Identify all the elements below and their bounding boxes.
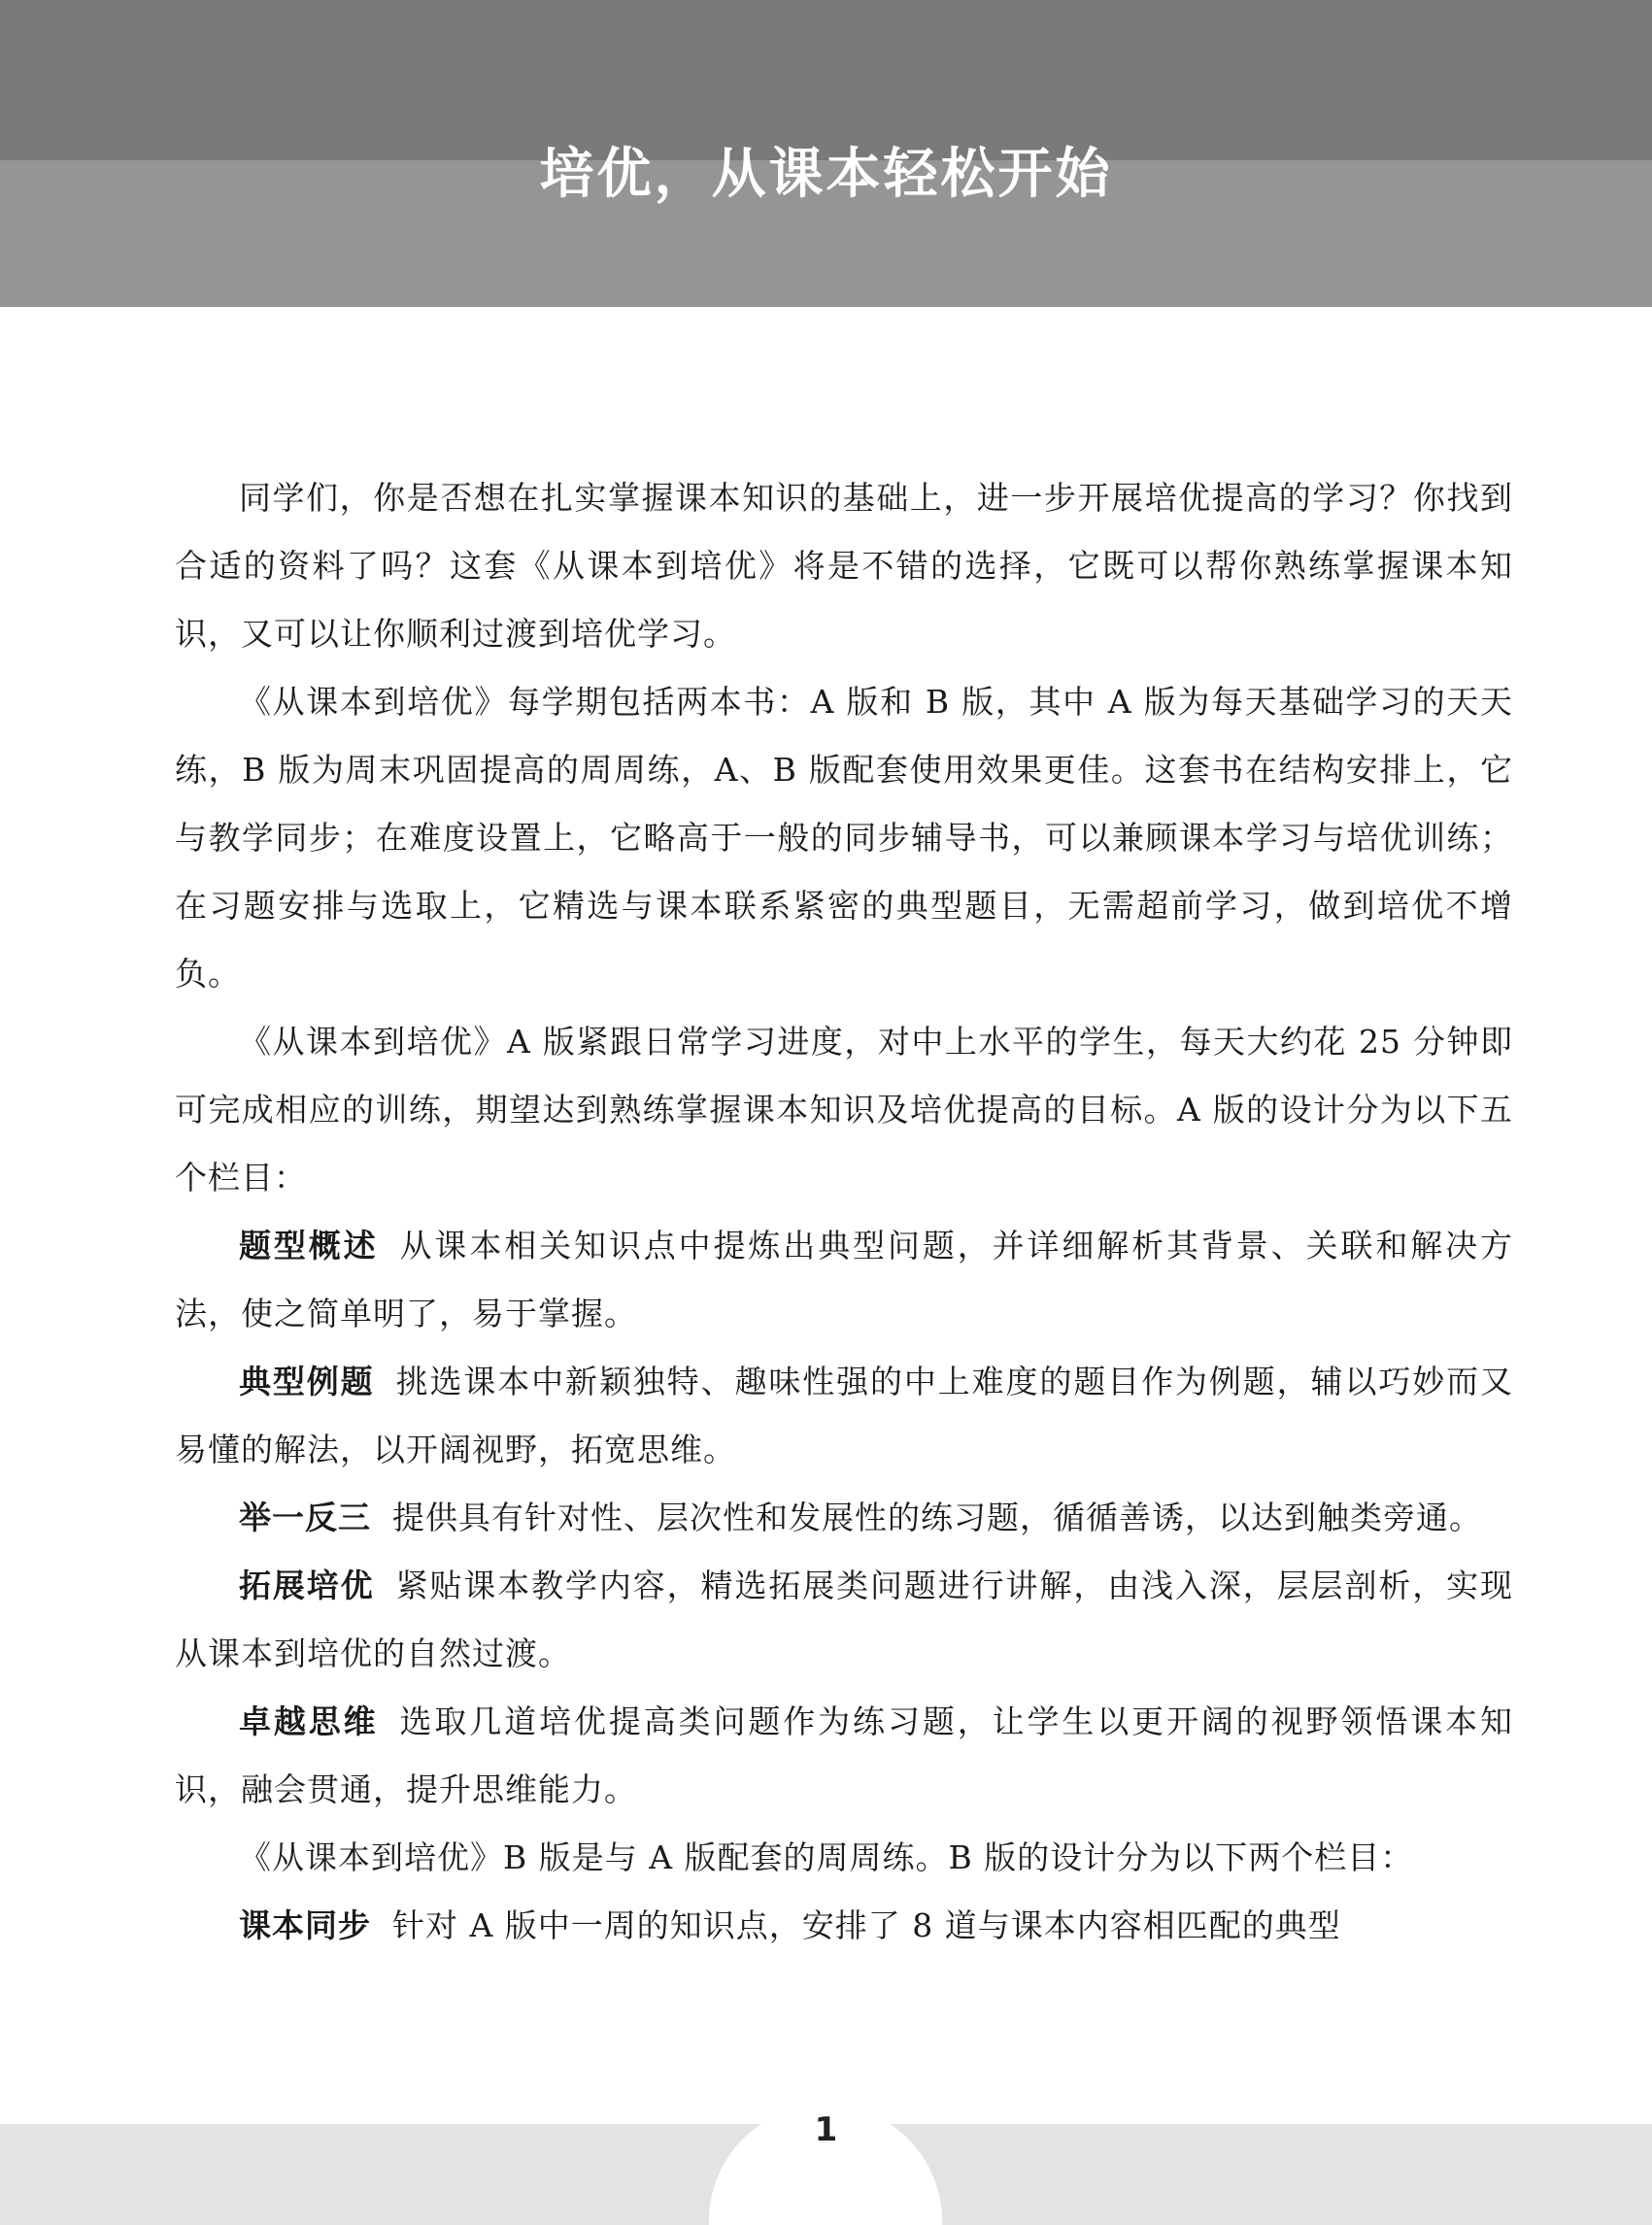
column-title: 举一反三 — [239, 1499, 371, 1536]
paragraph-book-structure: 《从课本到培优》每学期包括两本书：A 版和 B 版，其中 A 版为每天基础学习的天天练，B 版为周末巩固提高的周周练，A、B 版配套使用效果更佳。这套书在结构安排上，它与教学同步；在难度设置上，它略高于一般的同步辅导书，可以兼顾课本学习与培优训练；在习题安排与选取上，它精选与课本联系紧密的典型题目，无需超前学习，做到培优不增负。 — [175, 683, 1513, 993]
column-description: 选取几道培优提高类问题作为练习题，让学生以更开阔的视野领悟课本知识，融会贯通，提升思维能力。 — [175, 1702, 1514, 1808]
column-title: 典型例题 — [239, 1363, 375, 1400]
column-description: 挑选课本中新颖独特、趣味性强的中上难度的题目作为例题，辅以巧妙而又易懂的解法，以开阔视野，拓宽思维。 — [175, 1363, 1514, 1468]
page-number: 1 — [814, 2110, 838, 2149]
paragraph-intro: 同学们，你是否想在扎实掌握课本知识的基础上，进一步开展培优提高的学习？你找到合适的资料了吗？这套《从课本到培优》将是不错的选择，它既可以帮你熟练掌握课本知识，又可以让你顺利过渡到培优学习。 — [175, 479, 1513, 653]
column-item-extension — [175, 1552, 1513, 1688]
column-description: 提供具有针对性、层次性和发展性的练习题，循循善诱，以达到触类旁通。 — [392, 1499, 1482, 1536]
column-title: 拓展培优 — [239, 1567, 375, 1604]
paragraph-b-version: 《从课本到培优》B 版是与 A 版配套的周周练。B 版的设计分为以下两个栏目： — [239, 1838, 1414, 1876]
column-title: 卓越思维 — [239, 1702, 379, 1740]
column-title: 题型概述 — [239, 1227, 379, 1264]
column-item-sync — [175, 1892, 1513, 1960]
page-header — [0, 0, 1652, 307]
column-title: 课本同步 — [239, 1906, 371, 1944]
column-item-practice — [175, 1484, 1513, 1552]
page-title: 培优，从课本轻松开始 — [539, 143, 1113, 206]
column-description: 从课本相关知识点中提炼出典型问题，并详细解析其背景、关联和解决方法，使之简单明了，易于掌握。 — [175, 1227, 1514, 1332]
preface-body — [175, 464, 1513, 1960]
column-item-examples — [175, 1348, 1513, 1484]
column-description: 紧贴课本教学内容，精选拓展类问题进行讲解，由浅入深，层层剖析，实现从课本到培优的自然过渡。 — [175, 1567, 1514, 1672]
column-description: 针对 A 版中一周的知识点，安排了 8 道与课本内容相匹配的典型 — [392, 1906, 1341, 1944]
paragraph-a-version: 《从课本到培优》A 版紧跟日常学习进度，对中上水平的学生，每天大约花 25 分钟即可完成相应的训练，期望达到熟练掌握课本知识及培优提高的目标。A 版的设计分为以下五个栏目： — [175, 1023, 1513, 1197]
column-item-thinking — [175, 1688, 1513, 1824]
column-item-overview — [175, 1212, 1513, 1348]
